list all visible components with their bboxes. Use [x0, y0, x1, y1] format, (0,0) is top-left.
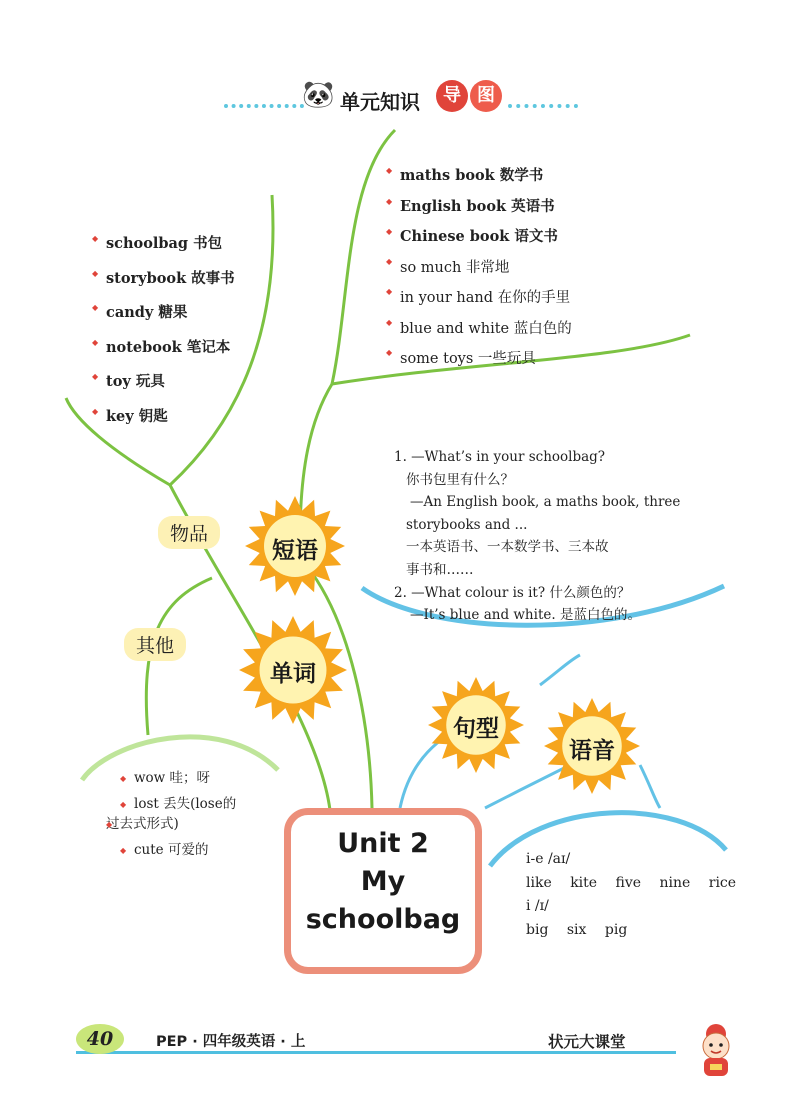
sentence-line: 1. —What’s in your schoolbag? — [394, 449, 606, 465]
mascot-icon — [690, 1020, 742, 1082]
phonics-word: six — [566, 921, 587, 938]
phonics-block — [526, 848, 750, 942]
list-item: ◆ so much 非常地 — [386, 256, 572, 287]
phonics-word: pig — [604, 921, 628, 938]
label-objects: 物品 — [158, 516, 220, 549]
list-item: ◆ lost 丢失(lose的 — [120, 794, 236, 814]
phrases-list — [386, 164, 572, 378]
label-phonics: 语音 — [569, 738, 615, 764]
brand-name: 状元大课堂 — [548, 1033, 626, 1051]
unit-title-box — [284, 808, 482, 974]
list-item-continued: ◆ 过去式形式) — [106, 814, 236, 834]
label-other: 其他 — [124, 628, 186, 661]
header-dots-left — [224, 104, 304, 108]
header-dots-right — [508, 104, 578, 108]
list-item: ◆ some toys 一些玩具 — [386, 347, 572, 378]
sentence-line: —It’s blue and white. 是蓝白色的。 — [410, 607, 641, 624]
sentence-patterns — [394, 446, 680, 627]
list-item: ◆ key 钥匙 — [92, 405, 235, 440]
page-number: 40 — [76, 1024, 124, 1054]
phonics-words-2 — [526, 919, 750, 943]
sentence-line: 事书和…… — [406, 561, 474, 578]
phonics-word: rice — [708, 874, 737, 891]
phonics-rule-2: i /ɪ/ — [526, 898, 549, 914]
list-item: ◆ in your hand 在你的手里 — [386, 286, 572, 317]
list-item: ◆ Chinese book 语文书 — [386, 225, 572, 256]
unit-title-line: My — [360, 866, 406, 897]
list-item: ◆ toy 玩具 — [92, 370, 235, 405]
other-word-list — [106, 768, 237, 866]
label-words: 单词 — [270, 661, 316, 687]
sentence-line: —An English book, a maths book, three — [410, 494, 681, 511]
title-badge-2: 图 — [470, 80, 502, 112]
title-badge-1: 导 — [436, 80, 468, 112]
list-item: ◆ English book 英语书 — [386, 195, 572, 226]
panda-icon: 🐼 — [302, 80, 335, 110]
list-item: ◆ schoolbag 书包 — [92, 232, 235, 267]
book-title: PEP · 四年级英语 · 上 — [156, 1034, 306, 1050]
branch-sentences-up — [540, 655, 580, 685]
unit-title-line: Unit 2 — [337, 828, 429, 859]
sentence-line: 你书包里有什么？ — [406, 471, 514, 488]
list-item: ◆ candy 糖果 — [92, 301, 235, 336]
list-item: ◆ storybook 故事书 — [92, 267, 235, 302]
phonics-rule-1: i-e /aɪ/ — [526, 851, 571, 867]
phonics-words-1 — [526, 872, 750, 896]
phonics-word: nine — [659, 874, 691, 891]
sentence-line: storybooks and ... — [406, 516, 528, 533]
sentence-line: 一本英语书、一本数学书、三本故 — [406, 539, 609, 556]
branch-phonics-right — [640, 765, 660, 808]
list-item: ◆ blue and white 蓝白色的 — [386, 317, 572, 348]
page-title: 单元知识 — [340, 90, 420, 114]
list-item: ◆ maths book 数学书 — [386, 164, 572, 195]
list-item: ◆ wow 哇；呀 — [120, 768, 236, 788]
phonics-word: big — [526, 921, 549, 938]
phonics-word: five — [615, 874, 642, 891]
objects-word-list — [92, 232, 235, 439]
list-item: ◆ cute 可爱的 — [120, 840, 236, 860]
phonics-word: kite — [570, 874, 598, 891]
label-sentences: 句型 — [453, 716, 499, 742]
list-item: ◆ notebook 笔记本 — [92, 336, 235, 371]
label-phrases: 短语 — [272, 538, 318, 564]
unit-title-line: schoolbag — [305, 904, 461, 935]
phonics-word: like — [526, 874, 552, 891]
sentence-line: 2. —What colour is it? 什么颜色的？ — [394, 584, 631, 601]
